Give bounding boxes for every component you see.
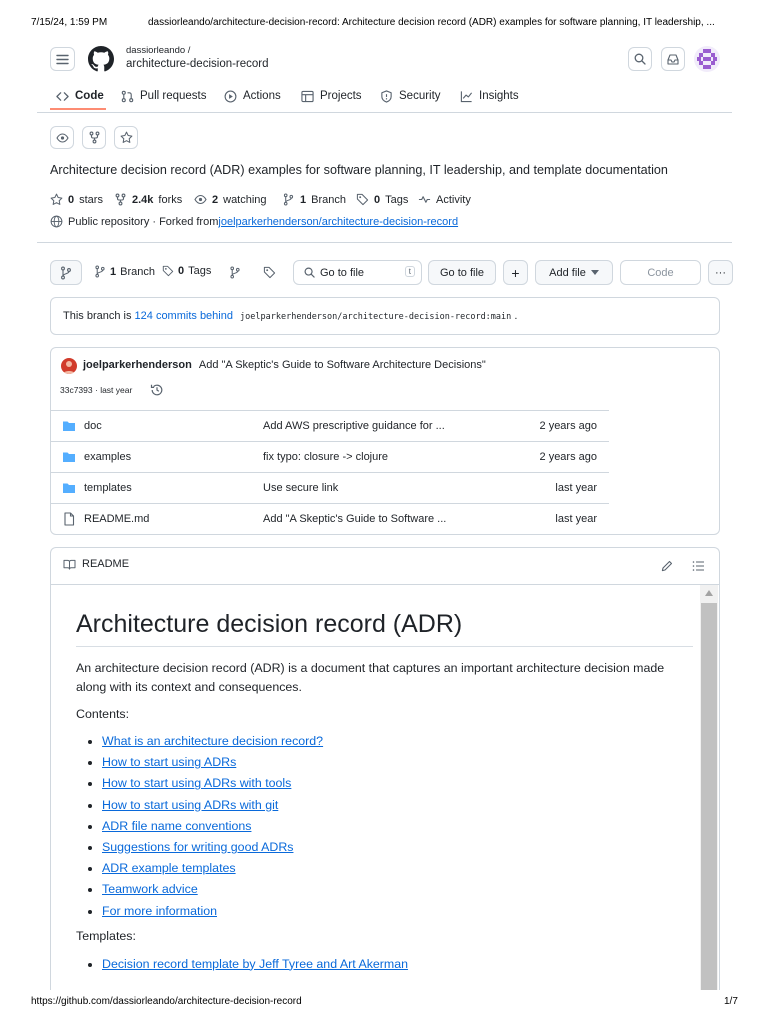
template-link[interactable]: Decision record template by Jeff Tyree and Art Akerman — [102, 956, 409, 971]
commit-message[interactable]: Add "A Skeptic's Guide to Software Architecture Decisions" — [198, 359, 486, 371]
shortcut-key: t — [405, 266, 415, 277]
watch-button[interactable] — [50, 126, 74, 149]
forks-stat[interactable] — [114, 193, 182, 206]
header-divider — [37, 112, 732, 113]
tab-label: Actions — [243, 90, 281, 102]
stars-count: 0 — [68, 193, 75, 206]
about-divider — [37, 242, 732, 243]
fork-button[interactable] — [82, 126, 106, 149]
branch-icon — [60, 266, 72, 280]
inbox-button[interactable] — [661, 47, 685, 71]
readme-header-divider — [51, 584, 719, 585]
pulse-icon — [418, 193, 431, 206]
eye-icon — [56, 133, 69, 143]
watching-stat[interactable] — [194, 193, 267, 206]
folder-icon — [62, 481, 76, 495]
file-age: last year — [555, 513, 597, 525]
identicon-icon — [694, 46, 720, 72]
branches-count: 1 — [110, 265, 117, 278]
file-name[interactable]: examples — [84, 451, 132, 463]
search-placeholder: Go to file — [320, 266, 365, 279]
more-button[interactable] — [708, 260, 733, 285]
templates-label: Templates: — [76, 928, 136, 943]
contents-label: Contents: — [76, 707, 130, 721]
toc-link[interactable]: How to start using ADRs — [102, 755, 237, 770]
tag-icon — [162, 265, 174, 277]
goto-file-label: Go to file — [439, 266, 485, 279]
notice-prefix: This branch is — [63, 310, 135, 322]
readme-tab[interactable] — [63, 558, 129, 570]
graph-icon — [460, 90, 473, 103]
add-button[interactable] — [503, 260, 528, 285]
branch-label: Branch — [311, 193, 346, 206]
toc-item — [102, 797, 693, 814]
file-row[interactable] — [50, 472, 609, 503]
toc-item — [102, 903, 693, 920]
visibility-text: Public repository · Forked from — [68, 215, 219, 228]
readme-tab-label: README — [82, 558, 130, 570]
globe-icon — [50, 215, 63, 228]
code-button[interactable] — [620, 260, 701, 285]
tab-active-indicator — [50, 108, 106, 110]
contents-list — [76, 733, 693, 920]
tags-stat[interactable] — [356, 193, 408, 206]
repo-description: Architecture decision record (ADR) examples for software planning, IT leadership, and template documentation — [50, 163, 668, 177]
tab-label: Pull requests — [140, 90, 207, 102]
readme-scrollbar[interactable] — [700, 585, 718, 1017]
folder-icon — [62, 419, 76, 433]
toc-link[interactable]: ADR example templates — [102, 861, 236, 876]
activity-stat[interactable] — [418, 193, 471, 206]
commits-behind-link[interactable]: 124 commits behind — [134, 310, 233, 322]
file-name[interactable]: templates — [84, 482, 132, 494]
chevron-down-icon — [591, 270, 599, 275]
branch-icon-standalone[interactable] — [229, 266, 241, 284]
add-file-button[interactable] — [535, 260, 613, 285]
stars-label: stars — [79, 193, 103, 206]
branch-notice — [50, 297, 720, 335]
file-age: 2 years ago — [539, 451, 597, 463]
toc-link[interactable]: ADR file name conventions — [102, 818, 252, 833]
tag-icon — [356, 193, 369, 206]
file-age: last year — [555, 482, 597, 494]
tab-label: Code — [75, 90, 104, 102]
toc-item — [102, 839, 693, 856]
fork-icon — [89, 131, 100, 144]
watching-count: 2 — [212, 193, 219, 206]
search-icon — [634, 53, 646, 65]
tab-label: Projects — [320, 90, 362, 102]
search-icon — [304, 267, 315, 278]
tab-insights[interactable] — [460, 86, 519, 106]
toc-item — [102, 754, 693, 771]
file-commit-message[interactable]: Add AWS prescriptive guidance for ... — [263, 420, 445, 432]
forks-label: forks — [158, 193, 183, 206]
tab-actions[interactable] — [224, 86, 281, 106]
tags-link[interactable] — [162, 265, 211, 277]
tab-pull-requests[interactable] — [121, 86, 206, 106]
tags-label: Tags — [188, 265, 212, 277]
tags-label: Tags — [385, 193, 409, 206]
commit-author[interactable]: joelparkerhenderson — [83, 359, 192, 371]
toc-item — [102, 733, 693, 750]
tag-icon — [263, 266, 276, 279]
toc-link[interactable]: What is an architecture decision record? — [102, 734, 324, 748]
toc-item — [102, 775, 693, 792]
latest-commit — [83, 359, 486, 371]
branch-count: 1 — [300, 193, 307, 206]
toc-link[interactable]: How to start using ADRs with tools — [102, 776, 292, 791]
file-icon — [62, 512, 76, 526]
more-label: ··· — [715, 266, 726, 279]
add-file-label: Add file — [549, 266, 586, 279]
branches-label: Branch — [120, 265, 155, 278]
toc-link[interactable]: For more information — [102, 903, 217, 918]
toc-link[interactable]: Suggestions for writing good ADRs — [102, 839, 294, 854]
branch-icon — [282, 193, 295, 206]
file-row[interactable] — [50, 503, 609, 534]
readme-heading: Architecture decision record (ADR) — [76, 607, 693, 647]
toc-link[interactable]: How to start using ADRs with git — [102, 797, 279, 812]
branch-icon — [94, 265, 106, 278]
pull-request-icon — [121, 90, 134, 103]
goto-file-search[interactable] — [293, 260, 422, 285]
commit-author-avatar[interactable] — [61, 358, 77, 374]
tab-projects[interactable] — [301, 86, 362, 106]
branches-link[interactable] — [94, 265, 155, 278]
file-commit-message[interactable]: Use secure link — [263, 482, 339, 494]
file-row[interactable] — [50, 441, 609, 472]
branch-switch-button[interactable] — [50, 260, 82, 285]
scroll-up-arrow-icon[interactable] — [705, 590, 713, 596]
add-label: + — [511, 264, 520, 281]
table-icon — [301, 90, 314, 103]
toc-item — [102, 818, 693, 835]
star-icon — [120, 131, 133, 144]
repo-visibility — [50, 215, 458, 228]
notice-suffix: . — [514, 310, 518, 322]
file-name[interactable]: README.md — [84, 513, 150, 525]
inbox-icon — [667, 54, 679, 65]
pencil-icon — [661, 560, 673, 572]
forked-from-link[interactable]: joelparkerhenderson/architecture-decision-record — [218, 215, 459, 228]
code-icon — [56, 90, 69, 103]
history-button[interactable] — [150, 383, 164, 402]
commit-time: · last year — [95, 385, 133, 395]
avatar[interactable] — [694, 46, 720, 72]
commit-meta — [60, 385, 132, 395]
fork-icon — [114, 193, 127, 206]
file-commit-message[interactable]: Add "A Skeptic's Guide to Software ... — [263, 513, 447, 525]
watching-label: watching — [223, 193, 267, 206]
toc-item — [102, 881, 693, 898]
template-item — [102, 956, 693, 973]
menu-button[interactable] — [50, 47, 75, 71]
print-url: https://github.com/dassiorleando/architecture-decision-record — [31, 996, 302, 1007]
file-row[interactable] — [50, 410, 609, 441]
eye-icon — [194, 193, 207, 206]
history-icon — [150, 383, 164, 397]
activity-label: Activity — [436, 193, 471, 206]
tags-count: 0 — [178, 265, 185, 277]
github-logo-icon[interactable] — [88, 46, 114, 72]
file-name[interactable]: doc — [84, 420, 102, 432]
person-icon — [61, 358, 77, 374]
play-icon — [224, 90, 237, 103]
repo-name-link[interactable]: architecture-decision-record — [126, 58, 269, 70]
toc-link[interactable]: Teamwork advice — [102, 882, 198, 897]
print-title: dassiorleando/architecture-decision-record: Architecture decision record (ADR) examples for software planning, IT leadership, ... — [148, 17, 715, 28]
code-label: Code — [647, 266, 674, 279]
print-datetime: 7/15/24, 1:59 PM — [31, 17, 108, 28]
search-button[interactable] — [628, 47, 652, 71]
folder-icon — [62, 450, 76, 464]
readme-intro: An architecture decision record (ADR) is a document that captures an important architecture decision made along with its context and consequences. — [76, 661, 665, 694]
star-icon — [50, 193, 63, 206]
goto-file-button[interactable] — [428, 260, 496, 285]
hamburger-icon — [56, 54, 69, 65]
toc-item — [102, 860, 693, 877]
shield-icon — [380, 90, 393, 103]
scrollbar-thumb[interactable] — [701, 603, 717, 1017]
list-icon — [692, 560, 705, 572]
commit-hash[interactable]: 33c7393 — [60, 385, 93, 395]
tab-code[interactable] — [56, 86, 104, 106]
tab-security[interactable] — [380, 86, 441, 106]
edit-readme-button[interactable] — [661, 559, 673, 577]
file-age: 2 years ago — [539, 420, 597, 432]
templates-list — [76, 956, 693, 973]
forks-count: 2.4k — [132, 193, 154, 206]
tab-label: Security — [399, 90, 441, 102]
stars-stat[interactable] — [50, 193, 103, 206]
upstream-branch: joelparkerhenderson/architecture-decision-record:main — [240, 312, 512, 322]
tab-label: Insights — [479, 90, 519, 102]
repo-owner-link[interactable]: dassiorleando / — [126, 45, 191, 56]
tags-count: 0 — [374, 193, 381, 206]
tag-icon-standalone[interactable] — [263, 266, 276, 284]
readme-content — [76, 607, 693, 977]
print-page-number: 1/7 — [724, 996, 738, 1007]
file-commit-message[interactable]: fix typo: closure -> clojure — [263, 451, 389, 463]
branch-icon — [229, 266, 241, 279]
book-icon — [63, 559, 76, 570]
branch-stat[interactable] — [282, 193, 346, 206]
star-button[interactable] — [114, 126, 138, 149]
outline-button[interactable] — [692, 559, 705, 577]
